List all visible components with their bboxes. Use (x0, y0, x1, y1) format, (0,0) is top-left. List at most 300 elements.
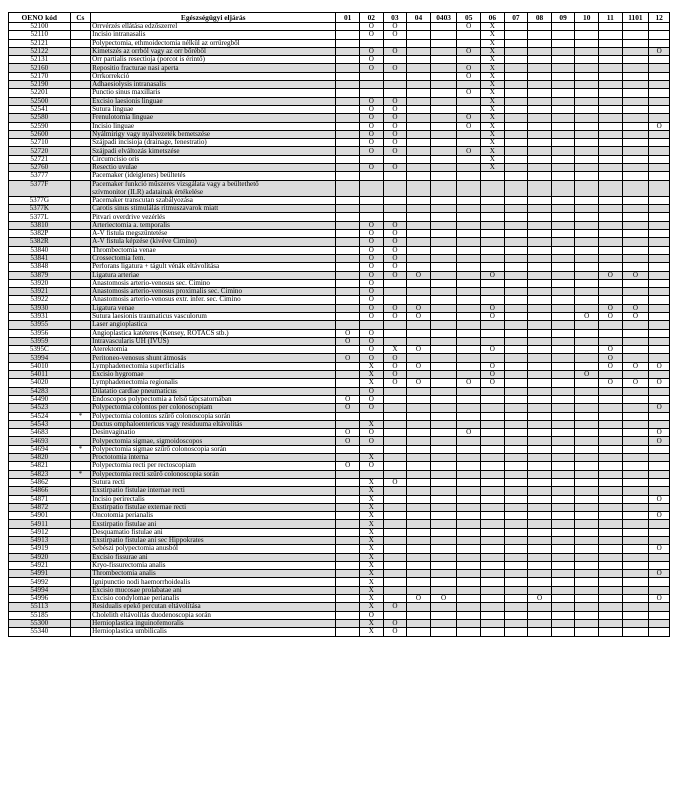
mark-cell (407, 578, 431, 586)
mark-cell (336, 39, 360, 47)
procedure-name-cell: Kimetszés az orrból vagy az orr bőréből (91, 47, 336, 55)
header-cell: 10 (575, 13, 599, 23)
mark-cell (599, 611, 623, 619)
mark-cell (504, 487, 528, 495)
mark-cell (430, 487, 457, 495)
table-row (9, 47, 670, 55)
mark-cell: O (359, 346, 383, 354)
cs-flag-cell (70, 570, 91, 578)
mark-cell (551, 64, 575, 72)
mark-cell (528, 172, 552, 180)
procedure-name-cell: Angioplastica katéteres (Kensey, ROTACS stb.) (91, 329, 336, 337)
mark-cell (336, 528, 360, 536)
mark-cell: O (457, 429, 481, 437)
mark-cell (504, 196, 528, 204)
mark-cell (481, 196, 505, 204)
mark-cell (551, 196, 575, 204)
procedure-code-cell: 54912 (9, 528, 71, 536)
header-cell: Cs (70, 13, 91, 23)
mark-cell (457, 172, 481, 180)
mark-cell: X (481, 114, 505, 122)
mark-cell (599, 545, 623, 553)
mark-cell (407, 56, 431, 64)
mark-cell (504, 387, 528, 395)
mark-cell: O (430, 595, 457, 603)
header-cell: 04 (407, 13, 431, 23)
procedure-code-cell: 54683 (9, 429, 71, 437)
cs-flag-cell (70, 537, 91, 545)
procedure-name-cell: Carotis sinus stimulálás ritmuszavarok miatt (91, 205, 336, 213)
procedure-name-cell: A-V fistula képzése (kivéve Cimino) (91, 238, 336, 246)
procedure-code-cell: 53955 (9, 321, 71, 329)
mark-cell: O (407, 595, 431, 603)
mark-cell (599, 578, 623, 586)
procedure-code-cell: 52131 (9, 56, 71, 64)
header-cell: 08 (528, 13, 552, 23)
mark-cell (430, 611, 457, 619)
mark-cell (599, 329, 623, 337)
mark-cell (575, 487, 599, 495)
mark-cell: O (383, 271, 407, 279)
mark-cell: O (383, 230, 407, 238)
mark-cell (504, 553, 528, 561)
procedure-name-cell: Nyálmirigy vagy nyálvezeték bemetszése (91, 130, 336, 138)
mark-cell (457, 155, 481, 163)
cs-flag-cell (70, 312, 91, 320)
cs-flag-cell (70, 114, 91, 122)
mark-cell (359, 39, 383, 47)
mark-cell (622, 445, 649, 453)
mark-cell (481, 205, 505, 213)
mark-cell (528, 429, 552, 437)
mark-cell (504, 271, 528, 279)
mark-cell: O (481, 371, 505, 379)
cs-flag-cell (70, 105, 91, 113)
mark-cell (575, 147, 599, 155)
mark-cell (504, 437, 528, 445)
mark-cell (551, 213, 575, 221)
mark-cell (336, 619, 360, 627)
mark-cell (336, 271, 360, 279)
mark-cell: X (481, 97, 505, 105)
mark-cell (481, 561, 505, 569)
procedure-name-cell: Szájpadi elváltozás kimetszése (91, 147, 336, 155)
mark-cell (528, 114, 552, 122)
mark-cell (551, 429, 575, 437)
mark-cell: O (359, 296, 383, 304)
mark-cell (649, 462, 670, 470)
mark-cell (504, 312, 528, 320)
cs-flag-cell (70, 487, 91, 495)
mark-cell (359, 89, 383, 97)
mark-cell (383, 545, 407, 553)
mark-cell (599, 619, 623, 627)
mark-cell: O (649, 570, 670, 578)
procedure-name-cell: Dilatatio cardiae pneumaticus (91, 387, 336, 395)
mark-cell (649, 371, 670, 379)
mark-cell: X (359, 595, 383, 603)
mark-cell (649, 387, 670, 395)
mark-cell (407, 495, 431, 503)
mark-cell (528, 404, 552, 412)
procedure-code-cell: 54020 (9, 379, 71, 387)
mark-cell (622, 337, 649, 345)
mark-cell (407, 412, 431, 420)
mark-cell (430, 553, 457, 561)
mark-cell (383, 213, 407, 221)
mark-cell (336, 47, 360, 55)
mark-cell (383, 89, 407, 97)
mark-cell (383, 454, 407, 462)
mark-cell (551, 39, 575, 47)
mark-cell: O (622, 271, 649, 279)
mark-cell (575, 412, 599, 420)
mark-cell (575, 221, 599, 229)
mark-cell (359, 412, 383, 420)
mark-cell (551, 545, 575, 553)
mark-cell (504, 47, 528, 55)
mark-cell: O (457, 23, 481, 31)
cs-flag-cell (70, 89, 91, 97)
mark-cell (430, 263, 457, 271)
procedure-name-cell: Laser angioplastica (91, 321, 336, 329)
mark-cell (649, 238, 670, 246)
mark-cell (457, 346, 481, 354)
mark-cell: X (359, 570, 383, 578)
mark-cell (599, 81, 623, 89)
mark-cell (383, 279, 407, 287)
mark-cell (575, 437, 599, 445)
mark-cell (336, 321, 360, 329)
cs-flag-cell (70, 387, 91, 395)
header-cell: Egészségügyi eljárás (91, 13, 336, 23)
mark-cell (336, 603, 360, 611)
procedure-code-cell: 54911 (9, 520, 71, 528)
procedure-name-cell: Polypectomia colontos per colonoscopiam (91, 404, 336, 412)
cs-flag-cell (70, 404, 91, 412)
cs-flag-cell (70, 553, 91, 561)
mark-cell (336, 362, 360, 370)
mark-cell (599, 114, 623, 122)
mark-cell: O (622, 304, 649, 312)
mark-cell (457, 139, 481, 147)
mark-cell (407, 246, 431, 254)
mark-cell (599, 23, 623, 31)
mark-cell (622, 429, 649, 437)
header-cell: 11 (599, 13, 623, 23)
mark-cell (649, 81, 670, 89)
mark-cell (504, 205, 528, 213)
procedure-code-cell: 54913 (9, 537, 71, 545)
mark-cell (430, 238, 457, 246)
mark-cell (622, 147, 649, 155)
mark-cell (649, 31, 670, 39)
table-row (9, 64, 670, 72)
mark-cell (430, 47, 457, 55)
mark-cell (457, 478, 481, 486)
mark-cell (481, 420, 505, 428)
mark-cell (481, 279, 505, 287)
mark-cell: O (457, 64, 481, 72)
mark-cell (430, 213, 457, 221)
mark-cell (504, 246, 528, 254)
mark-cell (481, 288, 505, 296)
mark-cell: X (359, 420, 383, 428)
mark-cell (430, 371, 457, 379)
mark-cell (649, 56, 670, 64)
cs-flag-cell (70, 578, 91, 586)
mark-cell (622, 164, 649, 172)
mark-cell (622, 97, 649, 105)
mark-cell (575, 595, 599, 603)
mark-cell (504, 595, 528, 603)
cs-flag-cell (70, 337, 91, 345)
table-row (9, 155, 670, 163)
mark-cell (599, 147, 623, 155)
mark-cell (504, 395, 528, 403)
table-row (9, 611, 670, 619)
mark-cell (649, 172, 670, 180)
mark-cell (430, 105, 457, 113)
mark-cell: X (359, 379, 383, 387)
mark-cell (383, 296, 407, 304)
procedure-name-cell: Exstirpatio fistulae ani sec Hippokrates (91, 537, 336, 545)
mark-cell: O (457, 379, 481, 387)
mark-cell (336, 470, 360, 478)
mark-cell: O (336, 462, 360, 470)
mark-cell (336, 387, 360, 395)
mark-cell (407, 387, 431, 395)
mark-cell (622, 603, 649, 611)
mark-cell (551, 611, 575, 619)
mark-cell (575, 23, 599, 31)
mark-cell (551, 105, 575, 113)
mark-cell (599, 420, 623, 428)
mark-cell (336, 64, 360, 72)
procedure-name-cell: Oncotomia perianalis (91, 512, 336, 520)
table-row (9, 362, 670, 370)
table-row (9, 570, 670, 578)
procedure-name-cell: Crossectomia fem. (91, 254, 336, 262)
mark-cell (622, 172, 649, 180)
mark-cell (430, 97, 457, 105)
mark-cell (407, 545, 431, 553)
procedure-code-cell: 53810 (9, 221, 71, 229)
mark-cell (457, 487, 481, 495)
cs-flag-cell: * (70, 470, 91, 478)
table-row (9, 478, 670, 486)
procedure-code-cell: 54283 (9, 387, 71, 395)
procedure-code-cell: 53879 (9, 271, 71, 279)
mark-cell (599, 537, 623, 545)
mark-cell: O (359, 147, 383, 155)
table-row (9, 420, 670, 428)
procedure-name-cell: Intravascularis UH (IVUS) (91, 337, 336, 345)
mark-cell: O (407, 304, 431, 312)
mark-cell (551, 47, 575, 55)
procedure-name-cell: Exstirpatio fistulae externae recti (91, 503, 336, 511)
mark-cell: O (383, 362, 407, 370)
mark-cell (528, 164, 552, 172)
mark-cell (359, 196, 383, 204)
mark-cell (430, 561, 457, 569)
procedure-name-cell: Excisio condylomae perianalis (91, 595, 336, 603)
mark-cell (528, 312, 552, 320)
mark-cell (649, 97, 670, 105)
procedure-code-cell: 52121 (9, 39, 71, 47)
table-row (9, 114, 670, 122)
mark-cell (551, 346, 575, 354)
mark-cell (575, 72, 599, 80)
mark-cell: X (359, 478, 383, 486)
mark-cell: X (481, 47, 505, 55)
mark-cell (504, 429, 528, 437)
mark-cell (528, 139, 552, 147)
mark-cell (649, 205, 670, 213)
procedure-code-cell: 52190 (9, 81, 71, 89)
procedure-code-cell: 5377F (9, 180, 71, 196)
mark-cell (551, 23, 575, 31)
mark-cell (430, 437, 457, 445)
mark-cell: O (457, 122, 481, 130)
mark-cell (457, 437, 481, 445)
mark-cell (599, 570, 623, 578)
mark-cell (407, 512, 431, 520)
mark-cell (336, 379, 360, 387)
mark-cell (622, 586, 649, 594)
mark-cell (504, 105, 528, 113)
mark-cell (551, 537, 575, 545)
mark-cell (599, 105, 623, 113)
mark-cell (528, 180, 552, 196)
mark-cell (575, 172, 599, 180)
mark-cell (457, 404, 481, 412)
mark-cell: X (481, 89, 505, 97)
mark-cell (481, 337, 505, 345)
mark-cell: O (359, 437, 383, 445)
mark-cell (622, 122, 649, 130)
cs-flag-cell (70, 429, 91, 437)
mark-cell (407, 570, 431, 578)
mark-cell (504, 288, 528, 296)
mark-cell (504, 420, 528, 428)
cs-flag-cell (70, 520, 91, 528)
table-row (9, 520, 670, 528)
mark-cell (551, 114, 575, 122)
mark-cell: O (359, 263, 383, 271)
mark-cell (383, 172, 407, 180)
mark-cell (504, 628, 528, 636)
mark-cell (407, 528, 431, 536)
mark-cell (504, 528, 528, 536)
cs-flag-cell (70, 172, 91, 180)
table-row (9, 139, 670, 147)
mark-cell (575, 420, 599, 428)
mark-cell (407, 371, 431, 379)
mark-cell (649, 470, 670, 478)
mark-cell (575, 561, 599, 569)
mark-cell: O (359, 288, 383, 296)
mark-cell (383, 611, 407, 619)
mark-cell (457, 570, 481, 578)
mark-cell (383, 56, 407, 64)
mark-cell (649, 537, 670, 545)
mark-cell (528, 611, 552, 619)
mark-cell (430, 520, 457, 528)
procedure-code-cell: 5382R (9, 238, 71, 246)
mark-cell: O (575, 371, 599, 379)
mark-cell (430, 362, 457, 370)
mark-cell (336, 196, 360, 204)
mark-cell: O (383, 31, 407, 39)
cs-flag-cell (70, 503, 91, 511)
mark-cell (551, 586, 575, 594)
mark-cell (457, 105, 481, 113)
procedure-code-cell: 53922 (9, 296, 71, 304)
mark-cell (575, 528, 599, 536)
mark-cell (575, 553, 599, 561)
procedure-code-cell: 5377G (9, 196, 71, 204)
mark-cell (336, 180, 360, 196)
mark-cell (430, 130, 457, 138)
table-row (9, 31, 670, 39)
mark-cell (622, 263, 649, 271)
mark-cell (336, 172, 360, 180)
table-row (9, 164, 670, 172)
mark-cell: X (359, 619, 383, 627)
cs-flag-cell (70, 64, 91, 72)
mark-cell (383, 404, 407, 412)
mark-cell (622, 520, 649, 528)
mark-cell (599, 520, 623, 528)
mark-cell: X (359, 454, 383, 462)
mark-cell (551, 147, 575, 155)
mark-cell (359, 470, 383, 478)
mark-cell (457, 545, 481, 553)
procedure-name-cell: Cholelith eltávolítás duodenoscopia során (91, 611, 336, 619)
mark-cell (430, 628, 457, 636)
mark-cell (649, 23, 670, 31)
mark-cell (430, 31, 457, 39)
table-row (9, 39, 670, 47)
mark-cell: O (622, 312, 649, 320)
mark-cell: X (359, 512, 383, 520)
mark-cell (528, 412, 552, 420)
mark-cell (504, 404, 528, 412)
mark-cell (336, 288, 360, 296)
procedure-name-cell: Hernioplastica inguinofemoralis (91, 619, 336, 627)
mark-cell: O (383, 97, 407, 105)
mark-cell (599, 337, 623, 345)
mark-cell (383, 528, 407, 536)
mark-cell (336, 520, 360, 528)
mark-cell (599, 470, 623, 478)
mark-cell: O (649, 362, 670, 370)
mark-cell (622, 81, 649, 89)
mark-cell (457, 238, 481, 246)
procedure-name-cell: Exstirpatio fistulae ani (91, 520, 336, 528)
table-row (9, 445, 670, 453)
cs-flag-cell (70, 296, 91, 304)
mark-cell: O (359, 221, 383, 229)
mark-cell: X (359, 578, 383, 586)
mark-cell (336, 130, 360, 138)
mark-cell (599, 412, 623, 420)
mark-cell: O (359, 64, 383, 72)
mark-cell (383, 578, 407, 586)
mark-cell (430, 139, 457, 147)
mark-cell (383, 429, 407, 437)
